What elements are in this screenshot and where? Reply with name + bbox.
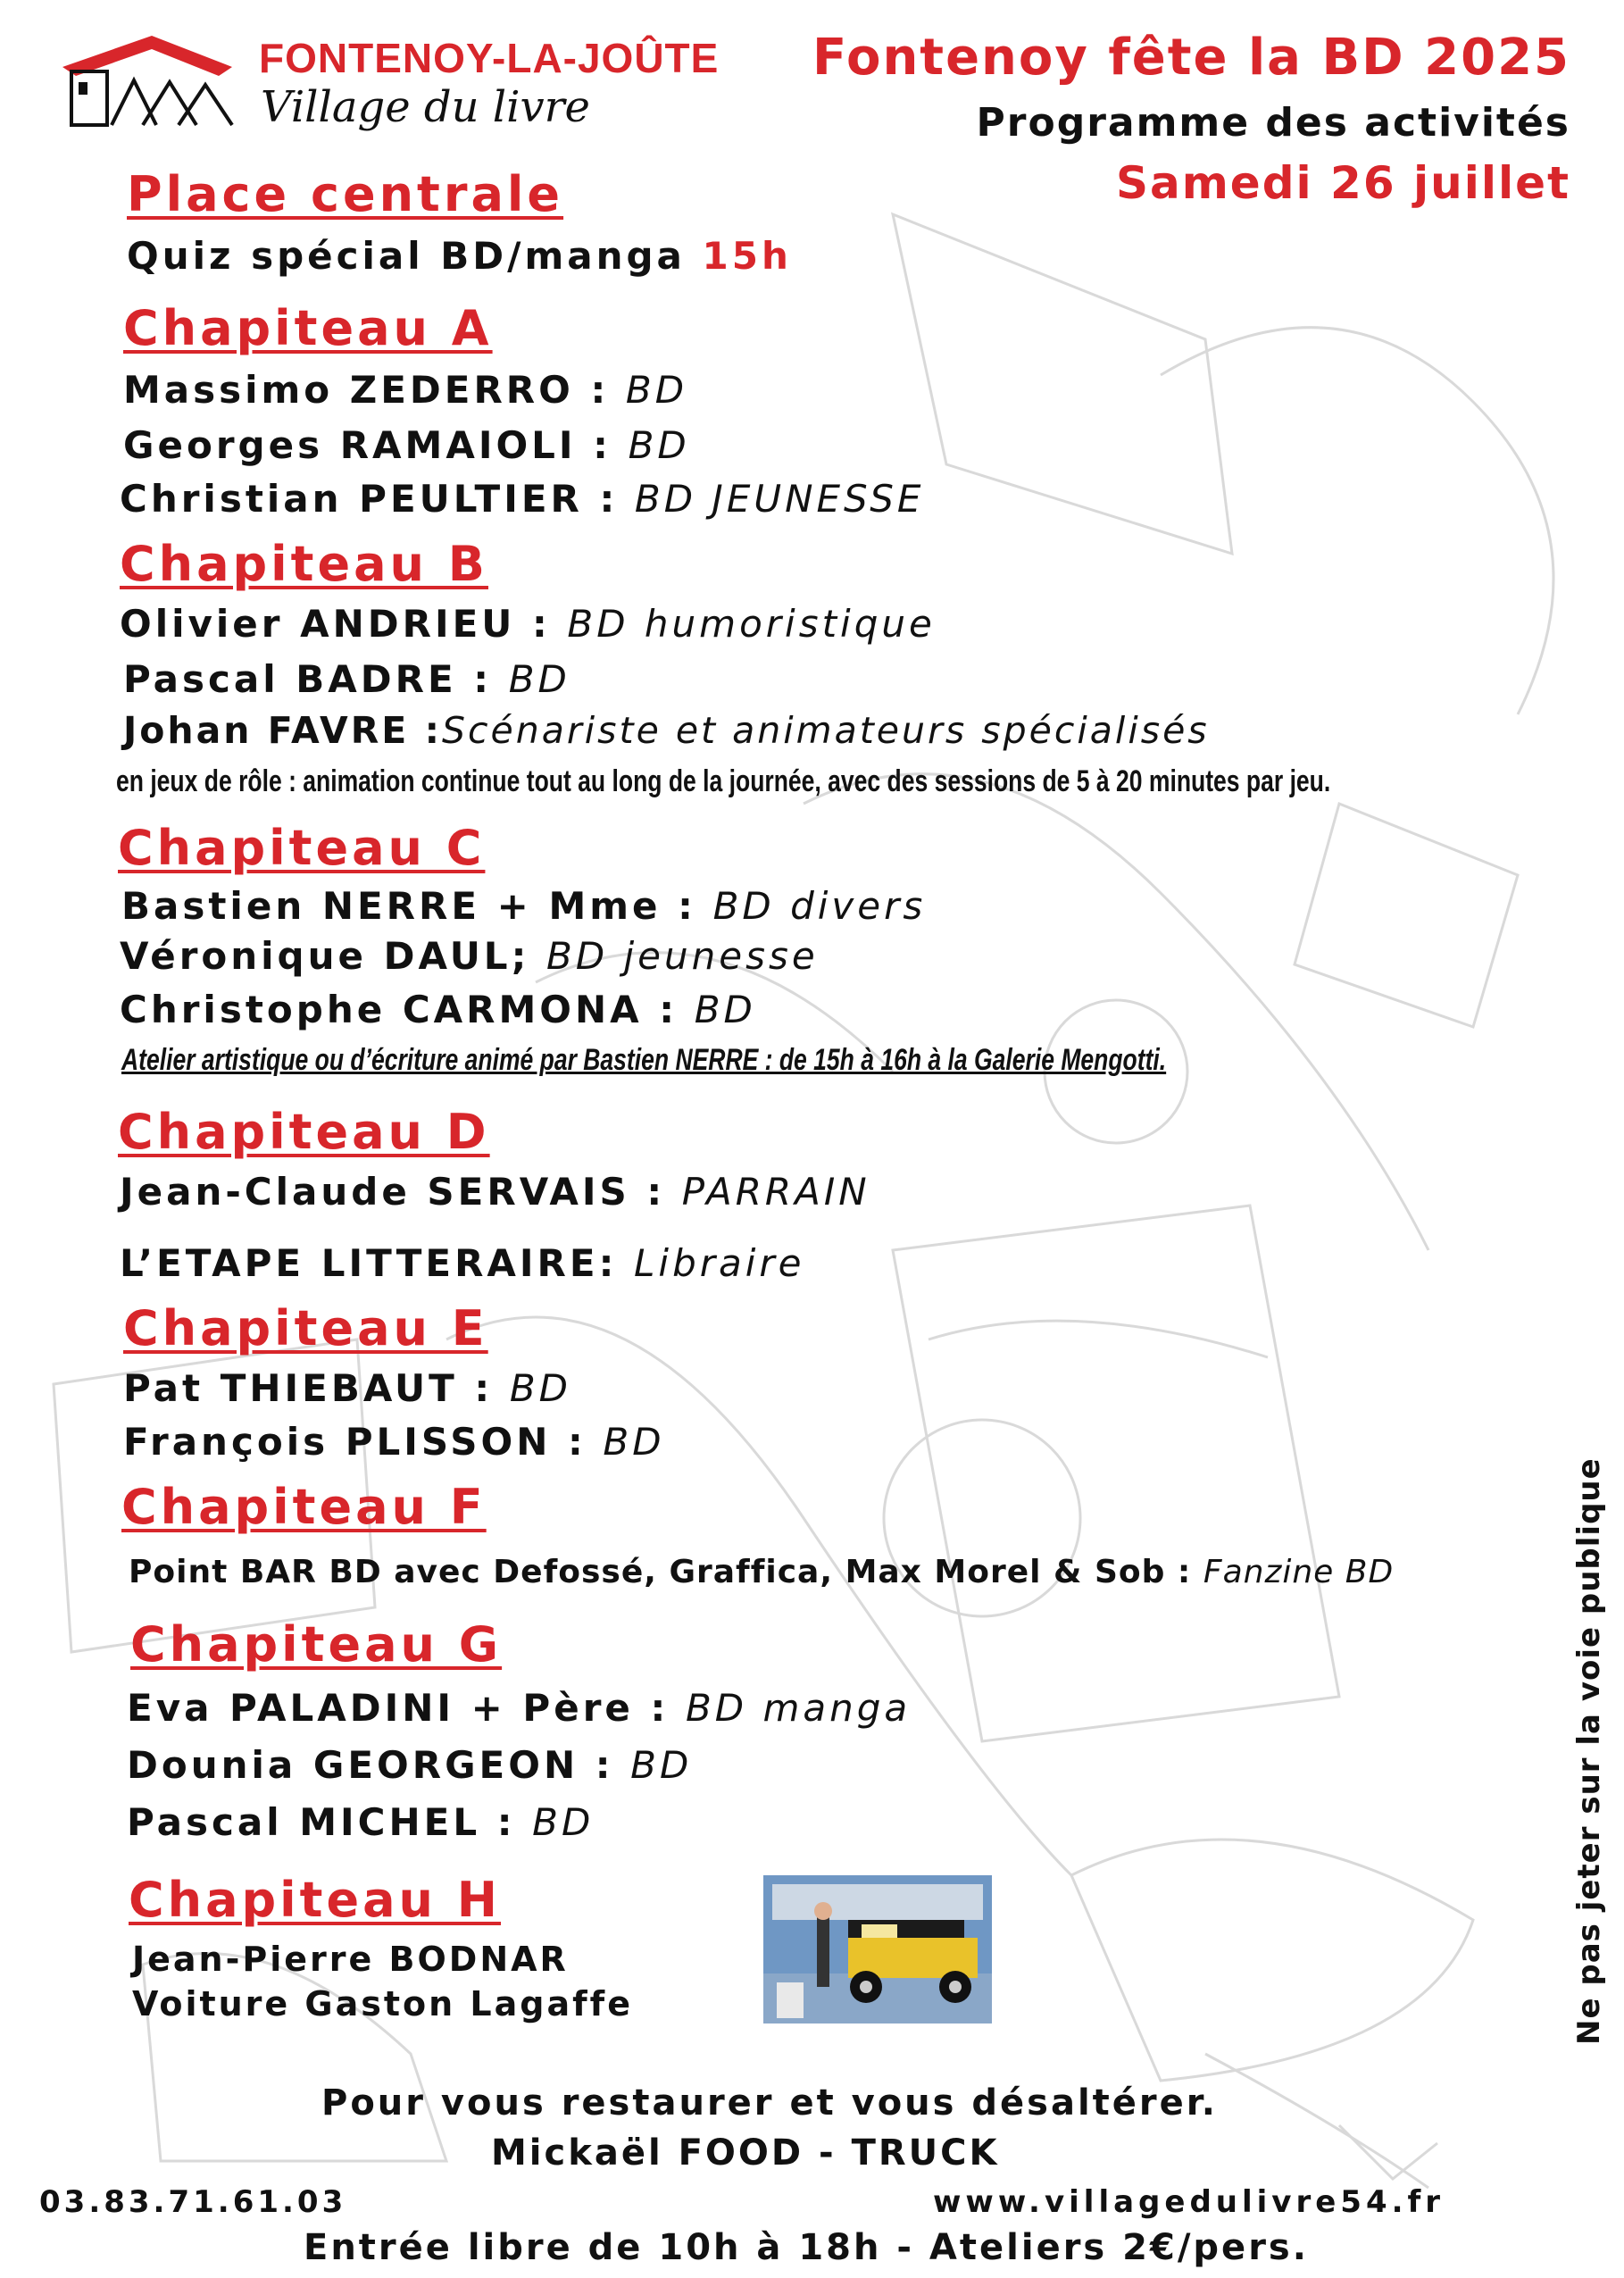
section-chapiteau-f: Chapiteau F — [121, 1479, 487, 1535]
quiz-line — [127, 234, 792, 278]
author-name: Pascal MICHEL : — [127, 1800, 516, 1844]
list-item — [120, 477, 924, 521]
author-name: Eva PALADINI + Père : — [127, 1686, 670, 1730]
author-name: Christian PEULTIER : — [120, 477, 619, 521]
author-name: Olivier ANDRIEU : — [120, 602, 551, 646]
list-item — [123, 657, 570, 701]
author-role: Scénariste et animateurs spécialisés — [441, 709, 1210, 752]
author-role: BD — [628, 423, 690, 467]
author-name: Christophe CARMONA : — [120, 988, 679, 1031]
section-chapiteau-c: Chapiteau C — [118, 820, 486, 876]
author-name: Massimo ZEDERRO : — [123, 368, 610, 412]
food-line: Pour vous restaurer et vous désaltérer. — [321, 2082, 1218, 2124]
quiz-label: Quiz spécial BD/manga — [127, 234, 686, 278]
list-item — [123, 368, 687, 412]
list-item — [120, 988, 756, 1031]
list-item — [127, 1743, 692, 1787]
author-name: Dounia GEORGEON : — [127, 1743, 614, 1787]
list-item — [121, 884, 926, 928]
car-picture — [763, 1875, 992, 2023]
author-name: Jean-Claude SERVAIS : — [120, 1170, 666, 1214]
list-item — [123, 1366, 571, 1410]
section-chapiteau-b: Chapiteau B — [120, 536, 488, 592]
quiz-time: 15h — [702, 234, 792, 278]
author-role: BD — [508, 657, 570, 701]
chapiteau-b-note: en jeux de rôle : animation continue tout au long de la journée, avec des sessions de 5 à 20 minutes par jeu. — [116, 764, 1331, 798]
logo-name: FONTENOY-LA-JOÛTE — [259, 35, 720, 81]
author-role: BD jeunesse — [546, 934, 819, 978]
entry-info: Entrée libre de 10h à 18h - Ateliers 2€/pers. — [304, 2227, 1309, 2268]
section-chapiteau-e: Chapiteau E — [123, 1300, 488, 1356]
author-role: BD — [625, 368, 688, 412]
village-logo — [54, 27, 720, 143]
author-name: Point BAR BD avec Defossé, Graffica, Max Morel & Sob : — [129, 1554, 1192, 1590]
author-name: Véronique DAUL; — [120, 934, 530, 978]
chapiteau-c-note: Atelier artistique ou d’écriture animé par Bastien NERRE : de 15h à 16h à la Galerie Mengotti. — [121, 1043, 1167, 1077]
author-role: BD humoristique — [567, 602, 936, 646]
list-item — [129, 1554, 1394, 1590]
section-chapiteau-a: Chapiteau A — [123, 300, 493, 356]
author-name: Georges RAMAIOLI : — [123, 423, 612, 467]
section-chapiteau-g: Chapiteau G — [130, 1616, 503, 1673]
author-name: Pat THIEBAUT : — [123, 1366, 494, 1410]
chapiteau-h-line1: Jean-Pierre BODNAR — [132, 1940, 569, 1979]
food-truck: Mickaël FOOD - TRUCK — [491, 2132, 1000, 2174]
list-item — [123, 423, 690, 467]
list-item — [123, 1420, 665, 1464]
house-books-icon — [54, 27, 250, 143]
author-role: BD — [630, 1743, 693, 1787]
logo-subtitle: Village du livre — [261, 82, 590, 132]
author-role: BD JEUNESSE — [634, 477, 925, 521]
website-link[interactable]: www.villagedulivre54.fr — [933, 2184, 1445, 2220]
list-item — [120, 934, 819, 978]
page-subtitle: Programme des activités — [976, 100, 1570, 146]
chapiteau-h-line2: Voiture Gaston Lagaffe — [132, 1984, 633, 2023]
section-chapiteau-h: Chapiteau H — [129, 1872, 501, 1928]
author-name: Bastien NERRE + Mme : — [121, 884, 696, 928]
author-role: BD divers — [712, 884, 927, 928]
author-name: François PLISSON : — [123, 1420, 587, 1464]
list-item — [127, 1800, 594, 1844]
list-item — [120, 1170, 870, 1214]
author-name: Pascal BADRE : — [123, 657, 493, 701]
list-item — [120, 1241, 805, 1285]
author-role: BD — [603, 1420, 665, 1464]
author-name: Johan FAVRE : — [123, 709, 442, 752]
author-role: BD — [694, 988, 756, 1031]
list-item — [123, 709, 1210, 752]
event-date: Samedi 26 juillet — [1115, 157, 1570, 209]
section-place-centrale: Place centrale — [127, 166, 564, 222]
list-item — [120, 602, 936, 646]
author-role: PARRAIN — [681, 1170, 870, 1214]
author-role: BD — [509, 1366, 571, 1410]
section-chapiteau-d: Chapiteau D — [118, 1104, 490, 1160]
gaston-car-photo — [763, 1875, 992, 2023]
side-note: Ne pas jeter sur la voie publique — [1571, 1457, 1607, 2045]
author-role: BD manga — [685, 1686, 912, 1730]
page-title: Fontenoy fête la BD 2025 — [812, 29, 1570, 87]
author-role: Fanzine BD — [1203, 1554, 1395, 1590]
author-role: BD — [532, 1800, 595, 1844]
list-item — [127, 1686, 911, 1730]
author-role: Libraire — [634, 1241, 805, 1285]
author-name: L’ETAPE LITTERAIRE: — [120, 1241, 618, 1285]
phone-number: 03.83.71.61.03 — [39, 2184, 347, 2220]
